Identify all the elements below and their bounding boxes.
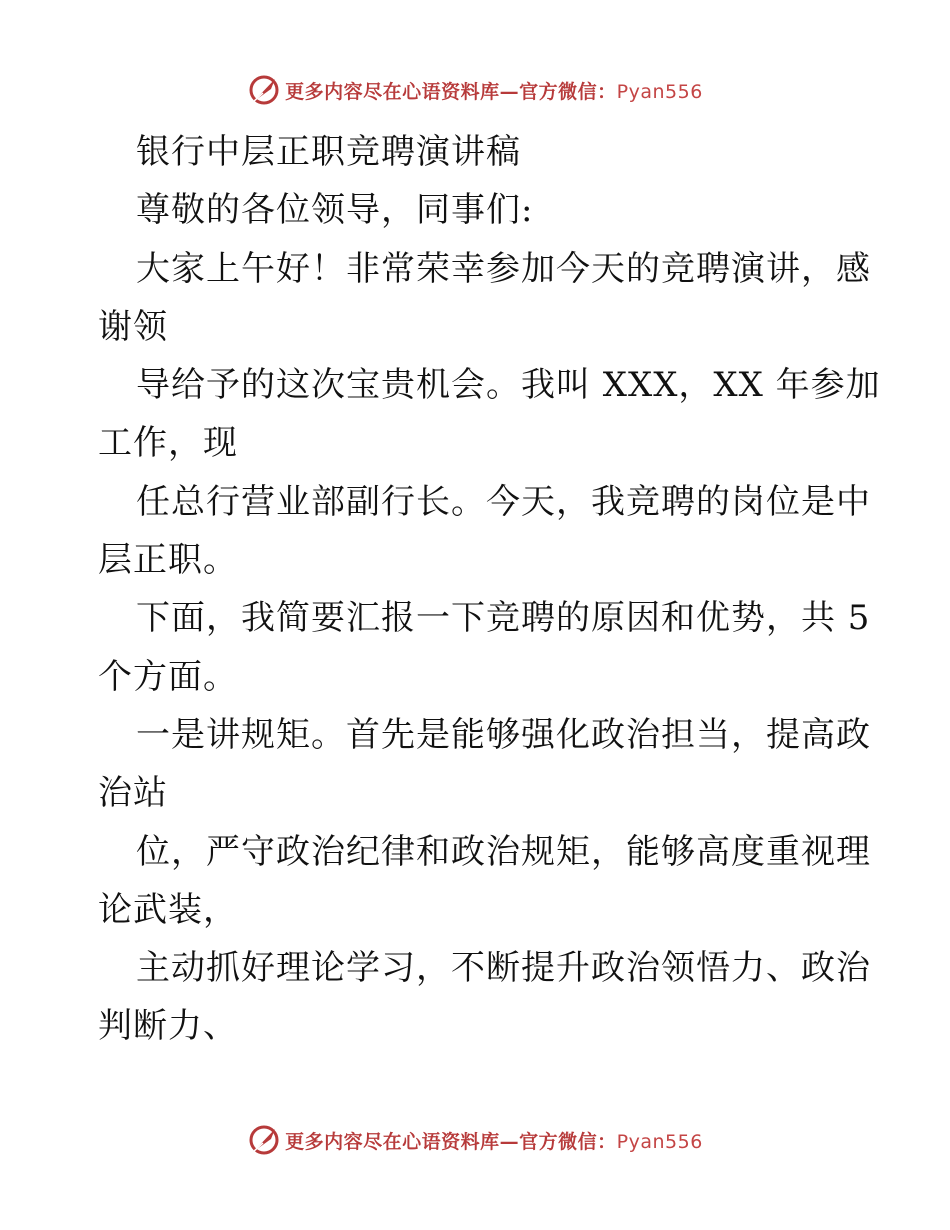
banner-text: [285, 1127, 703, 1154]
footer-banner: [0, 1122, 950, 1158]
banner-text: [285, 77, 703, 104]
banner-wechat-id: Pyan556: [616, 1130, 703, 1153]
banner-title: 更多内容尽在心语资料库—官方微信：: [285, 80, 617, 103]
paragraph-line: 主动抓好理论学习，不断提升政治领悟力、政治: [136, 948, 871, 989]
banner-title: 更多内容尽在心语资料库—官方微信：: [285, 1130, 617, 1153]
salutation: 尊敬的各位领导，同事们:: [136, 190, 534, 231]
paragraph-line: 治站: [98, 773, 168, 814]
banner-wechat-id: Pyan556: [616, 80, 703, 103]
paragraph-line: 任总行营业部副行长。今天，我竞聘的岗位是中: [136, 481, 871, 522]
header-banner: [0, 72, 950, 108]
paragraph-line: 谢领: [98, 306, 168, 347]
quill-pen-logo-icon: [247, 73, 281, 107]
paragraph-line: 个方面。: [98, 656, 238, 697]
document-title: 银行中层正职竞聘演讲稿: [136, 132, 521, 172]
paragraph-line: 工作，现: [98, 423, 238, 464]
document-body: [98, 123, 881, 1056]
paragraph-line: 导给予的这次宝贵机会。我叫 XXX，XX 年参加: [136, 365, 881, 406]
paragraph-line: 下面，我简要汇报一下竞聘的原因和优势，共 5: [136, 598, 871, 639]
paragraph-line: 层正职。: [98, 540, 238, 581]
paragraph-line: 位，严守政治纪律和政治规矩，能够高度重视理: [136, 831, 871, 872]
paragraph-line: 一是讲规矩。首先是能够强化政治担当，提高政: [136, 714, 871, 755]
quill-pen-logo-icon: [247, 1123, 281, 1157]
paragraph-line: 论武装，: [98, 889, 238, 930]
paragraph-line: 大家上午好！非常荣幸参加今天的竞聘演讲，感: [136, 248, 871, 289]
paragraph-line: 判断力、: [98, 1006, 238, 1047]
